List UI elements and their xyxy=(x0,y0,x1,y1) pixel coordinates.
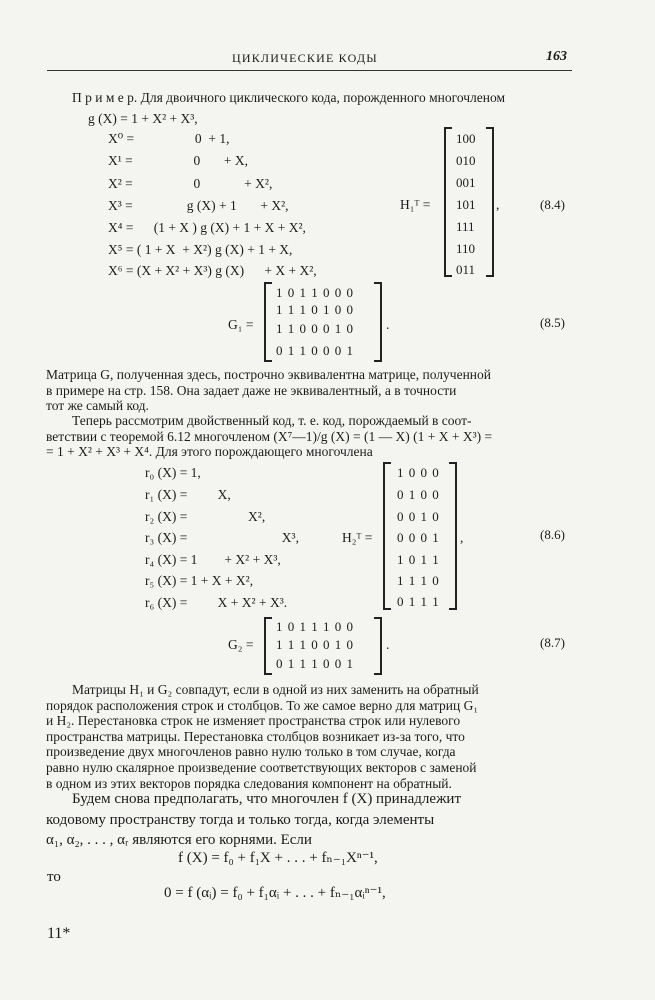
remainder-row: X⁶ = (X + X² + X³) g (X) + X + X², xyxy=(108,263,317,278)
h1-row: 111 xyxy=(456,219,475,234)
g2-row: 0 1 1 1 0 0 1 xyxy=(276,656,354,671)
punct-period: . xyxy=(386,317,390,332)
equation-number: (8.6) xyxy=(540,527,565,542)
h2-row: 0 1 0 0 xyxy=(397,487,440,502)
h1-row: 100 xyxy=(456,131,476,146)
connective-word: то xyxy=(47,869,61,885)
punct-comma: , xyxy=(496,197,500,212)
right-bracket xyxy=(374,617,382,675)
text-line: Матрица G, полученная здесь, построчно эквивалентна матрице, полученной xyxy=(46,367,491,382)
remainder-row: X¹ = 0 + X, xyxy=(108,153,249,168)
left-bracket xyxy=(383,462,391,610)
text-line: равно нулю скалярное произведение соответствующих векторов с заменой xyxy=(46,759,477,775)
text-line: порядок расположения строк и столбцов. То же самое верно для матриц G₁ xyxy=(46,697,479,713)
text-line: и H₂. Перестановка строк не изменяет пространства строк или нулевого xyxy=(46,713,461,729)
text-line: Матрицы H₁ и G₂ совпадут, если в одной из них заменить на обратный xyxy=(72,682,479,697)
dual-remainder-row: r₃ (X) = X³, xyxy=(145,530,299,545)
paragraph xyxy=(46,413,574,460)
h1-row: 001 xyxy=(456,175,476,190)
text-line: кодовому пространству тогда и только тогда, когда элементы xyxy=(46,811,435,828)
remainder-row: X⁵ = ( 1 + X + X²) g (X) + 1 + X, xyxy=(108,242,293,257)
h1-row: 011 xyxy=(456,262,476,277)
h1-row: 101 xyxy=(456,197,476,212)
dual-remainder-row: r₀ (X) = 1, xyxy=(145,465,201,480)
right-bracket xyxy=(486,127,494,277)
h2-label: H₂ᵀ = xyxy=(342,530,373,545)
g1-row: 0 1 1 0 0 0 1 xyxy=(276,343,354,358)
g2-row: 1 0 1 1 1 0 0 xyxy=(276,619,354,634)
remainder-row: X² = 0 + X², xyxy=(108,176,273,191)
formula-polynomial: f (X) = f₀ + f₁X + . . . + fₙ₋₁Xⁿ⁻¹, xyxy=(178,850,378,866)
paragraph xyxy=(46,789,574,851)
text-line: Будем снова предполагать, что многочлен f (X) принадлежит xyxy=(72,791,462,807)
right-bracket xyxy=(449,462,457,610)
paragraph xyxy=(46,367,574,414)
g1-row: 1 0 1 1 0 0 0 xyxy=(276,285,354,300)
text-line: α₁, α₂, . . . , αᵣ являются его корнями. Если xyxy=(46,832,312,848)
dual-remainder-row: r₆ (X) = X + X² + X³. xyxy=(145,595,288,610)
text-line: ветствии с теоремой 6.12 многочленом (X⁷—1)/g (X) = (1 — X) (1 + X + X³) = xyxy=(46,428,493,444)
page-number: 163 xyxy=(546,49,567,64)
running-header: ЦИКЛИЧЕСКИЕ КОДЫ xyxy=(232,51,378,65)
text-line: = 1 + X² + X³ + X⁴. Для этого порождающего многочлена xyxy=(46,444,373,460)
paragraph xyxy=(46,682,574,791)
text-line: Теперь рассмотрим двойственный код, т. е. код, порождаемый в соот- xyxy=(72,413,472,428)
text-line: произведение двух многочленов равно нулю только в том случае, когда xyxy=(46,744,456,760)
equation-number: (8.5) xyxy=(540,315,565,330)
dual-remainder-row: r₄ (X) = 1 + X² + X³, xyxy=(145,552,281,567)
left-bracket xyxy=(444,127,452,277)
dual-remainder-row: r₁ (X) = X, xyxy=(145,487,231,502)
punct-period: . xyxy=(386,637,390,652)
h2-row: 0 1 1 1 xyxy=(397,594,440,609)
h1-label: H₁ᵀ = xyxy=(400,197,431,212)
equation-number: (8.4) xyxy=(540,197,565,212)
g1-row: 1 1 0 0 0 1 0 xyxy=(276,321,354,336)
equation-number: (8.7) xyxy=(540,635,565,650)
remainder-row: X⁴ = (1 + X ) g (X) + 1 + X + X², xyxy=(108,220,306,235)
h2-row: 1 1 1 0 xyxy=(397,573,440,588)
dual-remainder-row: r₂ (X) = X², xyxy=(145,509,266,524)
header-rule xyxy=(47,70,572,71)
dual-remainder-row: r₅ (X) = 1 + X + X², xyxy=(145,573,254,588)
h2-row: 1 0 0 0 xyxy=(397,465,440,480)
text-line: в одном из этих векторов порядка следования компонент на обратный. xyxy=(46,775,452,791)
left-bracket xyxy=(264,282,272,362)
g1-row: 1 1 1 0 1 0 0 xyxy=(276,302,354,317)
g2-row: 1 1 1 0 0 1 0 xyxy=(276,637,354,652)
example-intro: П р и м е р. Для двоичного циклического кода, порожденного многочленом xyxy=(72,90,506,105)
h1-row: 110 xyxy=(456,241,476,256)
g2-label: G₂ = xyxy=(228,637,254,652)
text-line: пространства матрицы. Перестановка столбцов возникает из-за того, что xyxy=(46,728,465,744)
right-bracket xyxy=(374,282,382,362)
remainder-row: X⁰ = 0 + 1, xyxy=(108,131,230,146)
g1-label: G₁ = xyxy=(228,317,254,332)
punct-comma: , xyxy=(460,530,464,545)
h2-row: 0 0 1 0 xyxy=(397,509,440,524)
left-bracket xyxy=(264,617,272,675)
text-line: тот же самый код. xyxy=(46,398,149,414)
h2-row: 0 0 0 1 xyxy=(397,530,440,545)
h1-row: 010 xyxy=(456,153,476,168)
h2-row: 1 0 1 1 xyxy=(397,552,440,567)
remainder-row: X³ = g (X) + 1 + X², xyxy=(108,198,289,213)
generator-polynomial: g (X) = 1 + X² + X³, xyxy=(88,111,198,126)
signature-mark: 11* xyxy=(47,925,71,942)
text-line: в примере на стр. 158. Она задает даже не эквивалентный, а в точности xyxy=(46,382,457,398)
formula-root: 0 = f (αᵢ) = f₀ + f₁αᵢ + . . . + fₙ₋₁αᵢⁿ⁻¹, xyxy=(164,885,386,901)
